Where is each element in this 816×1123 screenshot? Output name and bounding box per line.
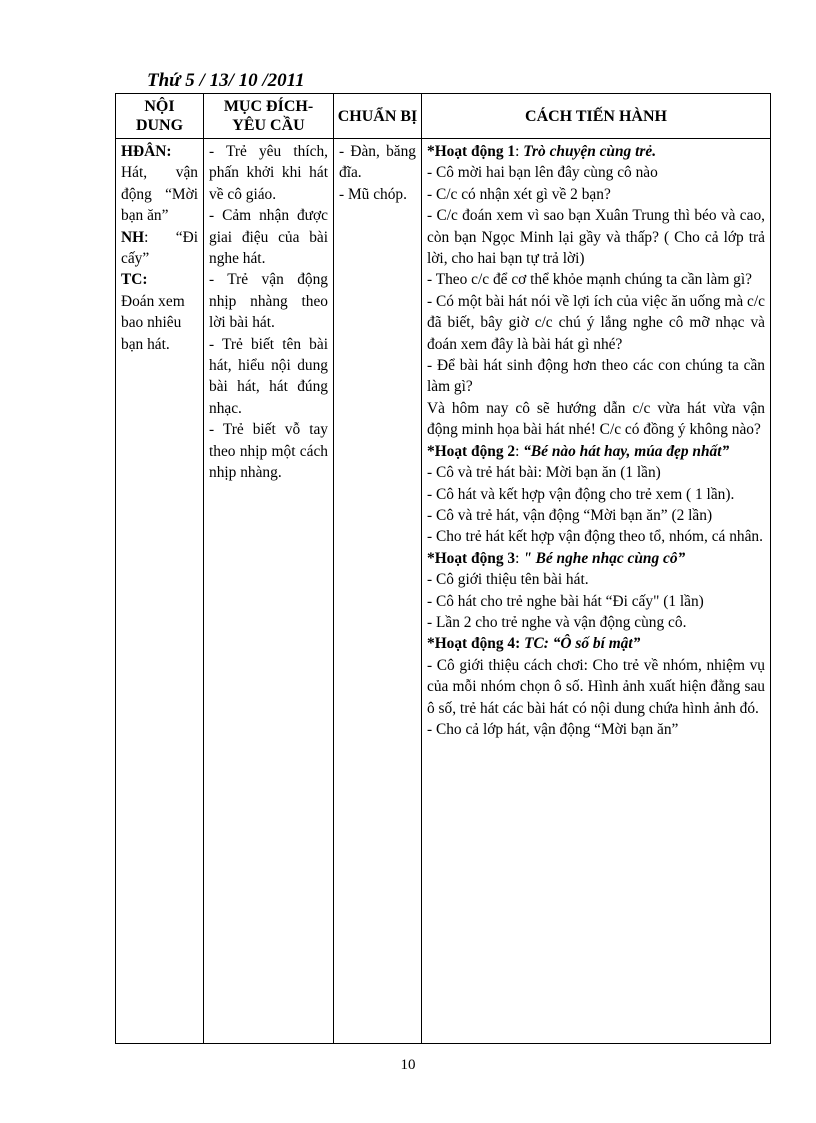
hd3-line: - Lần 2 cho trẻ nghe và vận động cùng cô. <box>427 613 687 631</box>
table-row <box>116 139 771 1044</box>
tc-text: Đoán xem bao nhiêu bạn hát. <box>121 292 185 353</box>
hd1-line: - C/c có nhận xét gì về 2 bạn? <box>427 185 611 203</box>
hd2-line: - Cô hát và kết hợp vận động cho trẻ xem ( 1 lần). <box>427 485 735 503</box>
chuan-bi-item: - Mũ chóp. <box>339 185 407 203</box>
nh-label: NH <box>121 228 145 246</box>
hdan-text: Hát, vận động “Mời bạn ăn” <box>121 164 198 225</box>
hd4-line: - Cô giới thiệu cách chơi: Cho trẻ về nhóm, nhiệm vụ của mỗi nhóm chọn ô số. Hình ảnh xuất hiện đằng sau ô số, trẻ hát các bài hát có nội dung chứa hình ảnh đó. <box>427 656 765 717</box>
header-muc-dich: MỤC ĐÍCH- YÊU CẦU <box>204 94 334 139</box>
hdan-label: HĐÂN: <box>121 143 172 160</box>
hd3-sep: : <box>515 549 524 567</box>
page-number: 10 <box>400 1057 416 1073</box>
nh-text: : “Đi cấy” <box>121 228 198 268</box>
table-header-row <box>116 94 771 139</box>
hd3-line: - Cô hát cho trẻ nghe bài hát “Đi cấy" (1 lần) <box>427 592 704 610</box>
hd1-title: Trò chuyện cùng trẻ. <box>523 143 657 160</box>
muc-dich-item: - Trẻ yêu thích, phấn khởi khi hát về cô giáo. <box>209 143 328 203</box>
hd1-line: Và hôm nay cô sẽ hướng dẫn c/c vừa hát vừa vận động minh họa bài hát nhé! C/c có đồng ý không nào? <box>427 399 765 439</box>
muc-dich-item: - Trẻ biết vỗ tay theo nhịp một cách nhịp nhàng. <box>209 421 328 482</box>
hd1-line: - Có một bài hát nói về lợi ích của việc ăn uống mà c/c đã biết, bây giờ c/c chú ý lắng nghe cô mỡ nhạc và đoán xem đây là bài hát gì nhé? <box>427 292 765 353</box>
hd2-line: - Cô và trẻ hát, vận động “Mời bạn ăn” (2 lần) <box>427 506 713 524</box>
hd1-prefix: *Hoạt động 1 <box>427 143 516 160</box>
cach-tien-hanh-cell <box>422 139 771 1044</box>
date-heading: Thứ 5 / 13/ 10 /2011 <box>147 70 305 91</box>
hd3-line: - Cô giới thiệu tên bài hát. <box>427 571 589 589</box>
hd2-line: - Cô và trẻ hát bài: Mời bạn ăn (1 lần) <box>427 464 661 482</box>
muc-dich-item: - Cảm nhận được giai điệu của bài nghe hát. <box>209 207 328 268</box>
hd1-sep: : <box>515 143 524 160</box>
hd2-line: - Cho trẻ hát kết hợp vận động theo tổ, nhóm, cá nhân. <box>427 528 763 546</box>
header-noi-dung: NỘI DUNG <box>116 94 204 139</box>
tc-label: TC: <box>121 271 148 289</box>
hd2-title: “Bé nào hát hay, múa đẹp nhất” <box>523 442 730 460</box>
muc-dich-cell <box>204 139 334 1044</box>
header-cach-tien-hanh: CÁCH TIẾN HÀNH <box>422 94 771 139</box>
hd2-prefix: *Hoạt động 2 <box>427 442 516 460</box>
hd4-prefix: *Hoạt động 4: <box>427 635 525 653</box>
hd1-line: - Theo c/c để cơ thể khỏe mạnh chúng ta cần làm gì? <box>427 271 752 289</box>
chuan-bi-item: - Đàn, băng đĩa. <box>339 143 416 182</box>
muc-dich-item: - Trẻ vận động nhịp nhàng theo lời bài hát. <box>209 271 328 332</box>
noi-dung-cell <box>116 139 204 1044</box>
hd4-title: TC: “Ô số bí mật” <box>524 635 641 653</box>
hd1-line: - Để bài hát sinh động hơn theo các con chúng ta cần làm gì? <box>427 357 765 396</box>
hd4-line: - Cho cả lớp hát, vận động “Mời bạn ăn” <box>427 720 679 738</box>
hd1-line: - Cô mời hai bạn lên đây cùng cô nào <box>427 164 658 182</box>
hd1-line: - C/c đoán xem vì sao bạn Xuân Trung thì béo và cao, còn bạn Ngọc Minh lại gầy và thấp? ( Cho cả lớp trả lời, cho hai bạn tự trả lời) <box>427 207 765 268</box>
lesson-plan-table <box>115 93 771 1044</box>
hd3-prefix: *Hoạt động 3 <box>427 549 516 567</box>
hd2-sep: : <box>515 442 524 460</box>
hd3-title: " Bé nghe nhạc cùng cô” <box>523 549 686 567</box>
chuan-bi-cell <box>334 139 422 1044</box>
muc-dich-item: - Trẻ biết tên bài hát, hiểu nội dung bài hát, hát đúng nhạc. <box>209 335 328 417</box>
header-chuan-bi: CHUẨN BỊ <box>334 94 422 139</box>
